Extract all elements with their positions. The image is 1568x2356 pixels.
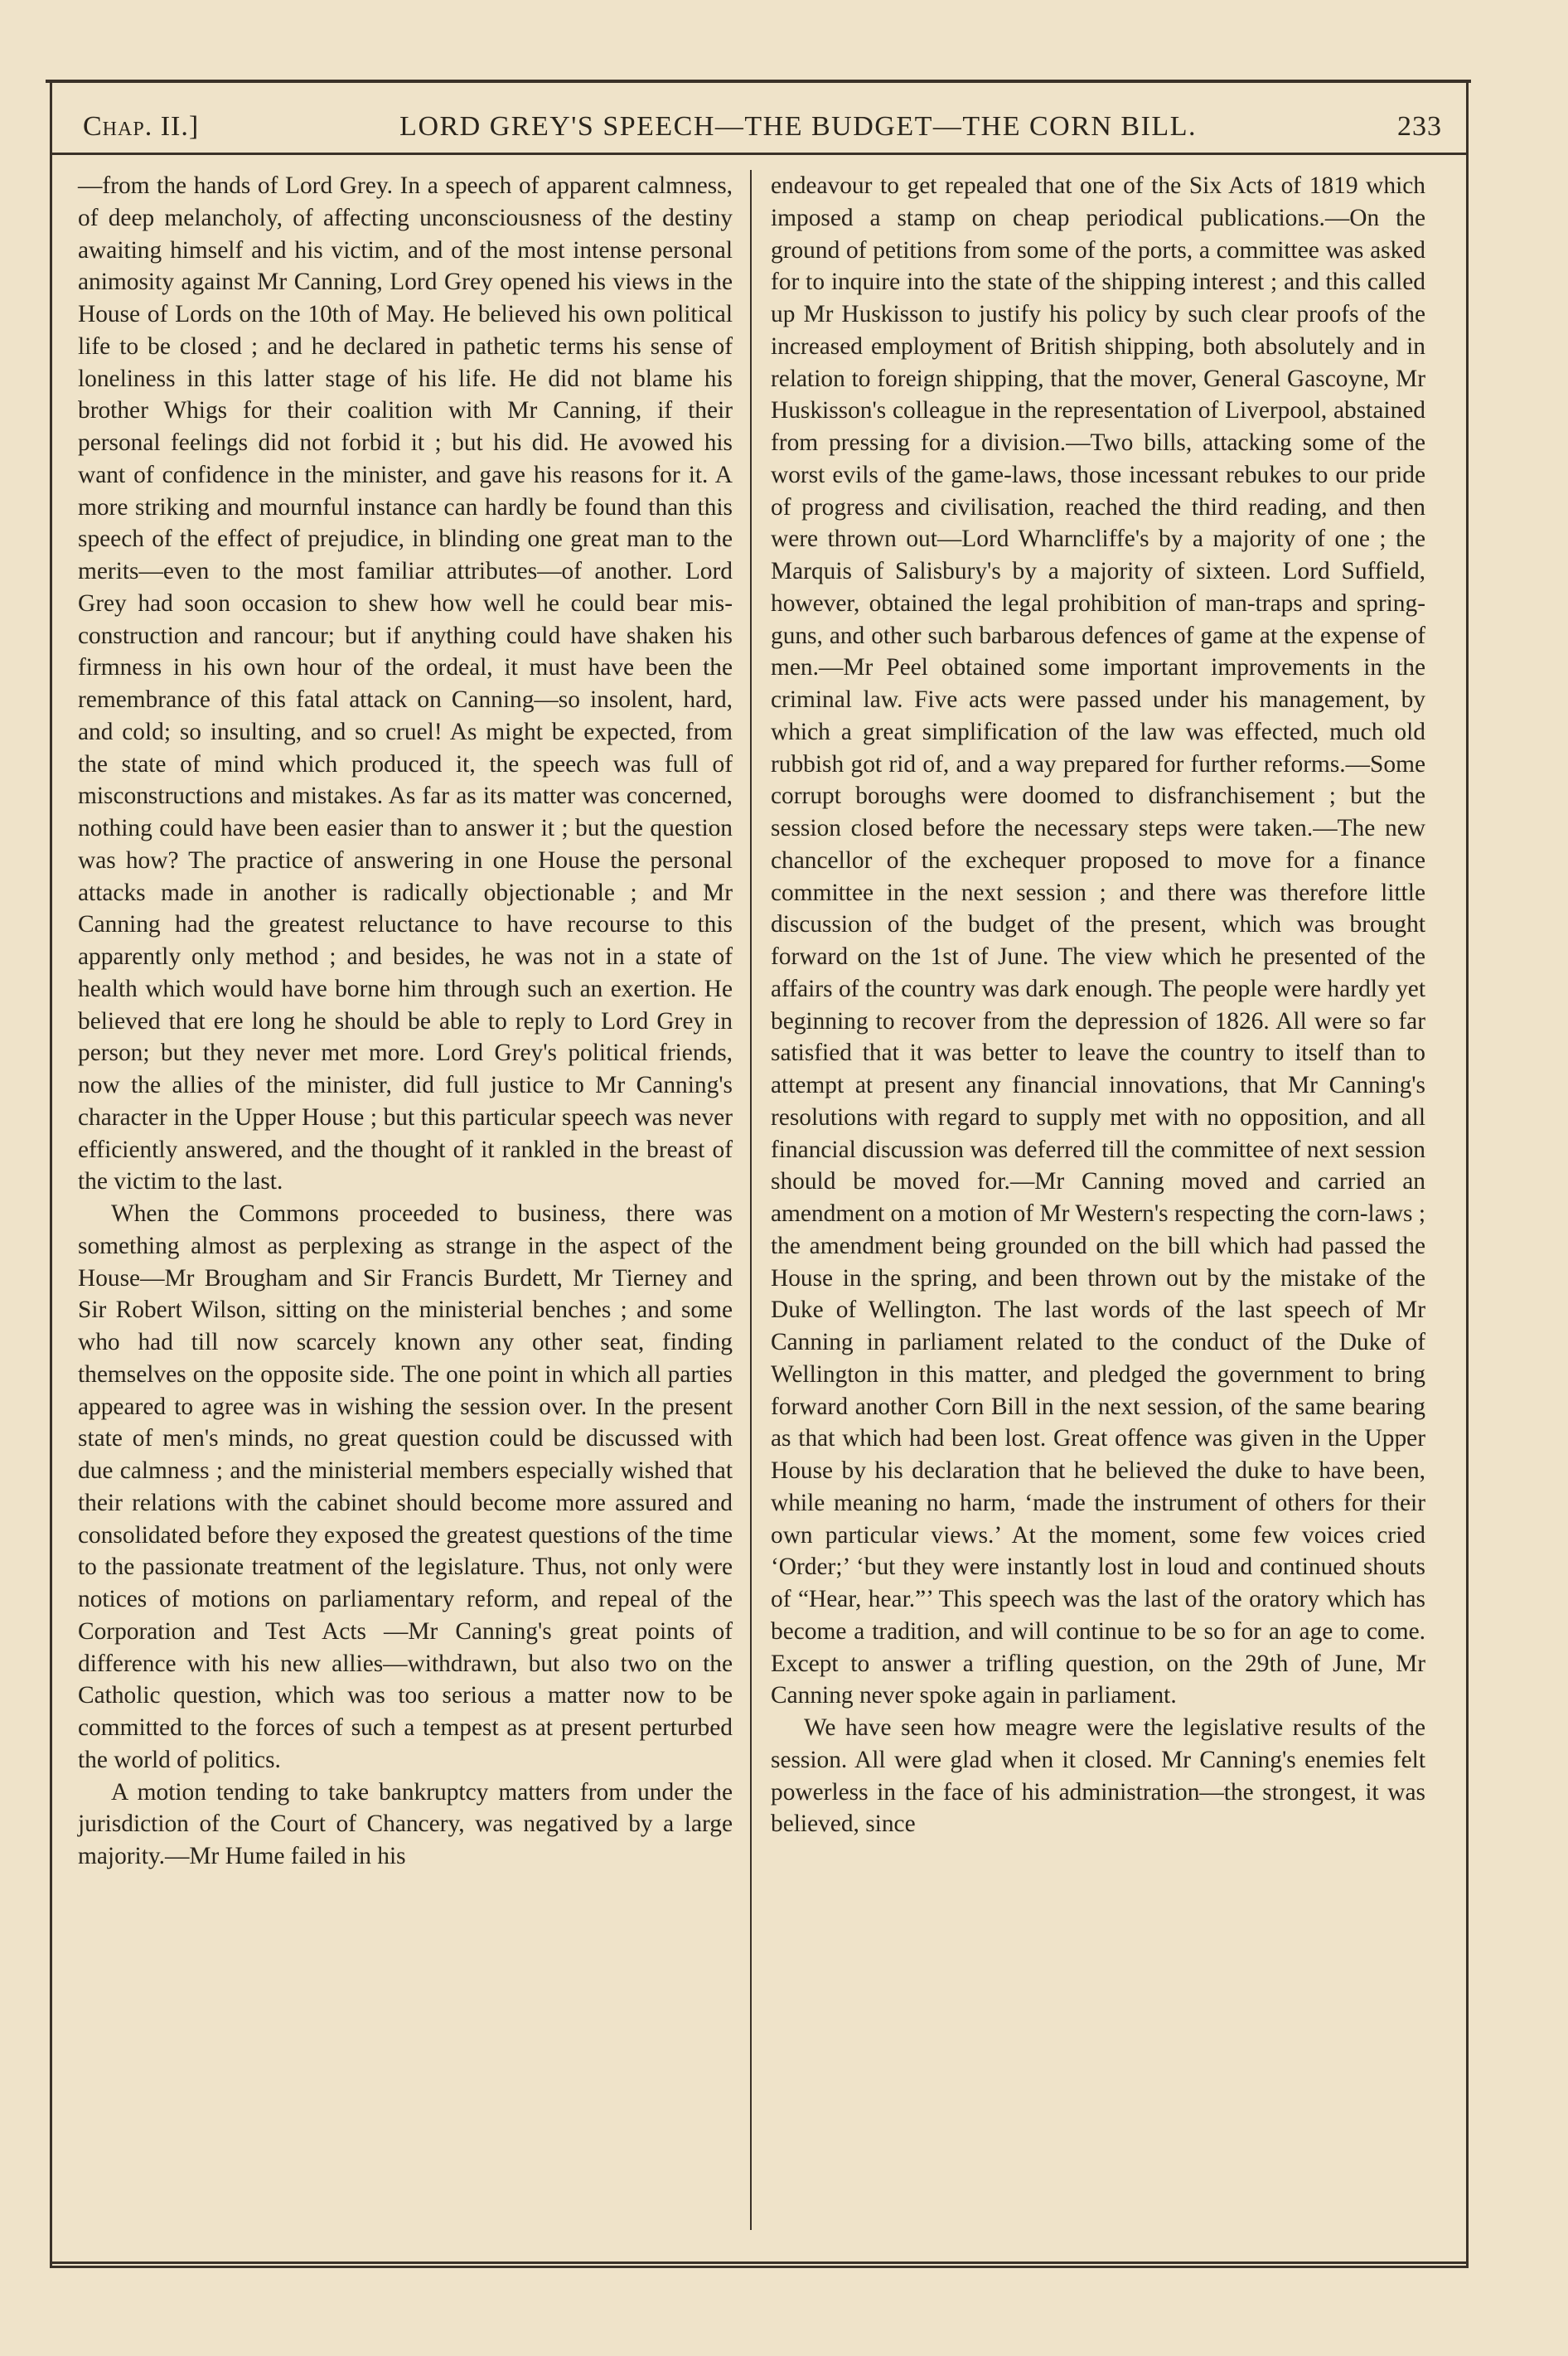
bottom-rule [50, 2261, 1469, 2264]
running-title: LORD GREY'S SPEECH—THE BUDGET—THE CORN BILL. [399, 111, 1197, 142]
right-column [771, 170, 1425, 1840]
page-number: 233 [1396, 111, 1442, 142]
chapter-label: Chap. II.] [83, 111, 200, 142]
left-paragraph-1: —from the hands of Lord Grey. In a speech of apparent calmness, of deep melancholy, of affecting unconsciousness of the destiny awaiting himself and his victim, and of the most intense personal animosity against Mr Canning, Lord Grey opened his views in the House of Lords on the 10th of May. He believed his own political life to be closed ; and he declared in pathetic terms his sense of loneliness in this latter stage of his life. He did not blame his brother Whigs for their coalition with Mr Canning, if their personal feelings did not forbid it ; but his did. He avowed his want of confidence in the minister, and gave his reasons for it. A more striking and mournful instance can hardly be found than this speech of the effect of prejudice, in blinding one great man to the merits—even to the most familiar attributes—of another. Lord Grey had soon occasion to shew how well he could bear misconstruction and rancour; but if anything could have shaken his firmness in his own hour of the ordeal, it must have been the remembrance of this fatal attack on Canning—so insolent, hard, and cold; so insulting, and so cruel! As might be expected, from the state of mind which produced it, the speech was full of misconstructions and mistakes. As far as its matter was concerned, nothing could have been easier than to answer it ; but the question was how? The practice of answering in one House the personal attacks made in another is radically objectionable ; and Mr Canning had the greatest reluctance to have recourse to this apparently only method ; and besides, he was not in a state of health which would have borne him through such an exertion. He believed that ere long he should be able to reply to Lord Grey in person; but they never met more. Lord Grey's political friends, now the allies of the minister, did full justice to Mr Canning's character in the Upper House ; but this particular speech was never efficiently answered, and the thought of it rankled in the breast of the victim to the last. [78, 172, 733, 1195]
column-divider [750, 170, 752, 2230]
left-paragraph-2: When the Commons proceeded to business, there was something almost as perplexing as strange in the aspect of the House—Mr Brougham and Sir Francis Burdett, Mr Tierney and Sir Robert Wilson, sitting on the ministerial benches ; and some who had till now scarcely known any other seat, finding themselves on the opposite side. The one point in which all parties appeared to agree was in wishing the session over. In the present state of men's minds, no great question could be discussed with due calmness ; and the ministerial members especially wished that their relations with the cabinet should become more assured and consolidated before they exposed the greatest questions of the time to the passionate treatment of the legislature. Thus, not only were notices of motions on parliamentary reform, and repeal of the Corporation and Test Acts —Mr Canning's great points of difference with his new allies—withdrawn, but also two on the Catholic question, which was too serious a matter now to be committed to the forces of such a tempest as at present perturbed the world of politics. [78, 1200, 733, 1773]
right-paragraph-1: endeavour to get repealed that one of the Six Acts of 1819 which imposed a stamp on cheap periodical publications.—On the ground of petitions from some of the ports, a committee was asked for to inquire into the state of the shipping interest ; and this called up Mr Huskisson to justify his policy by such clear proofs of the increased employment of British shipping, both absolutely and in relation to foreign shipping, that the mover, General Gascoyne, Mr Huskisson's colleague in the representation of Liverpool, abstained from pressing for a division.—Two bills, attacking some of the worst evils of the game-laws, those incessant rebukes to our pride of progress and civilisation, reached the third reading, and then were thrown out—Lord Wharncliffe's by a majority of one ; the Marquis of Salisbury's by a majority of sixteen. Lord Suffield, however, obtained the legal prohibition of man-traps and spring-guns, and other such barbarous defences of game at the expense of men.—Mr Peel obtained some important improvements in the criminal law. Five acts were passed under his management, by which a great simplification of the law was effected, much old rubbish got rid of, and a way prepared for further reforms.—Some corrupt boroughs were doomed to disfranchisement ; but the session closed before the necessary steps were taken.—The new chancellor of the exchequer proposed to move for a finance committee in the next session ; and there was therefore little discussion of the budget of the present, which was brought forward on the 1st of June. The view which he presented of the affairs of the country was dark enough. The people were hardly yet beginning to recover from the depression of 1826. All were so far satisfied that it was better to leave the country to itself than to attempt at present any financial innovations, that Mr Canning's resolutions with regard to supply met with no opposition, and all financial discussion was deferred till the committee of next session should be moved for.—Mr Canning moved and carried an amendment on a motion of Mr Western's respecting the corn-laws ; the amendment being grounded on the bill which had passed the House in the spring, and been thrown out by the mistake of the Duke of Wellington. The last words of the last speech of Mr Canning in parliament related to the conduct of the Duke of Wellington in this matter, and pledged the government to bring forward another Corn Bill in the next session, of the same bearing as that which had been lost. Great offence was given in the Upper House by his declaration that he believed the duke to have been, while meaning no harm, ‘made the instrument of others for their own particular views.’ At the moment, some few voices cried ‘Order;’ ‘but they were instantly lost in loud and continued shouts of “Hear, hear.”’ This speech was the last of the oratory which has become a tradition, and will continue to be so for an age to come. Except to answer a trifling question, on the 29th of June, Mr Canning never spoke again in parliament. [771, 172, 1425, 1709]
right-paragraph-2: We have seen how meagre were the legislative results of the session. All were glad when it closed. Mr Canning's enemies felt powerless in the face of his administration—the strongest, it was believed, since [771, 1714, 1425, 1838]
left-paragraph-3: A motion tending to take bankruptcy matters from under the jurisdiction of the Court of Chancery, was negatived by a large majority.—Mr Hume failed in his [78, 1778, 733, 1869]
running-header [83, 106, 1442, 148]
header-rule [50, 153, 1469, 155]
left-column [78, 170, 733, 1873]
